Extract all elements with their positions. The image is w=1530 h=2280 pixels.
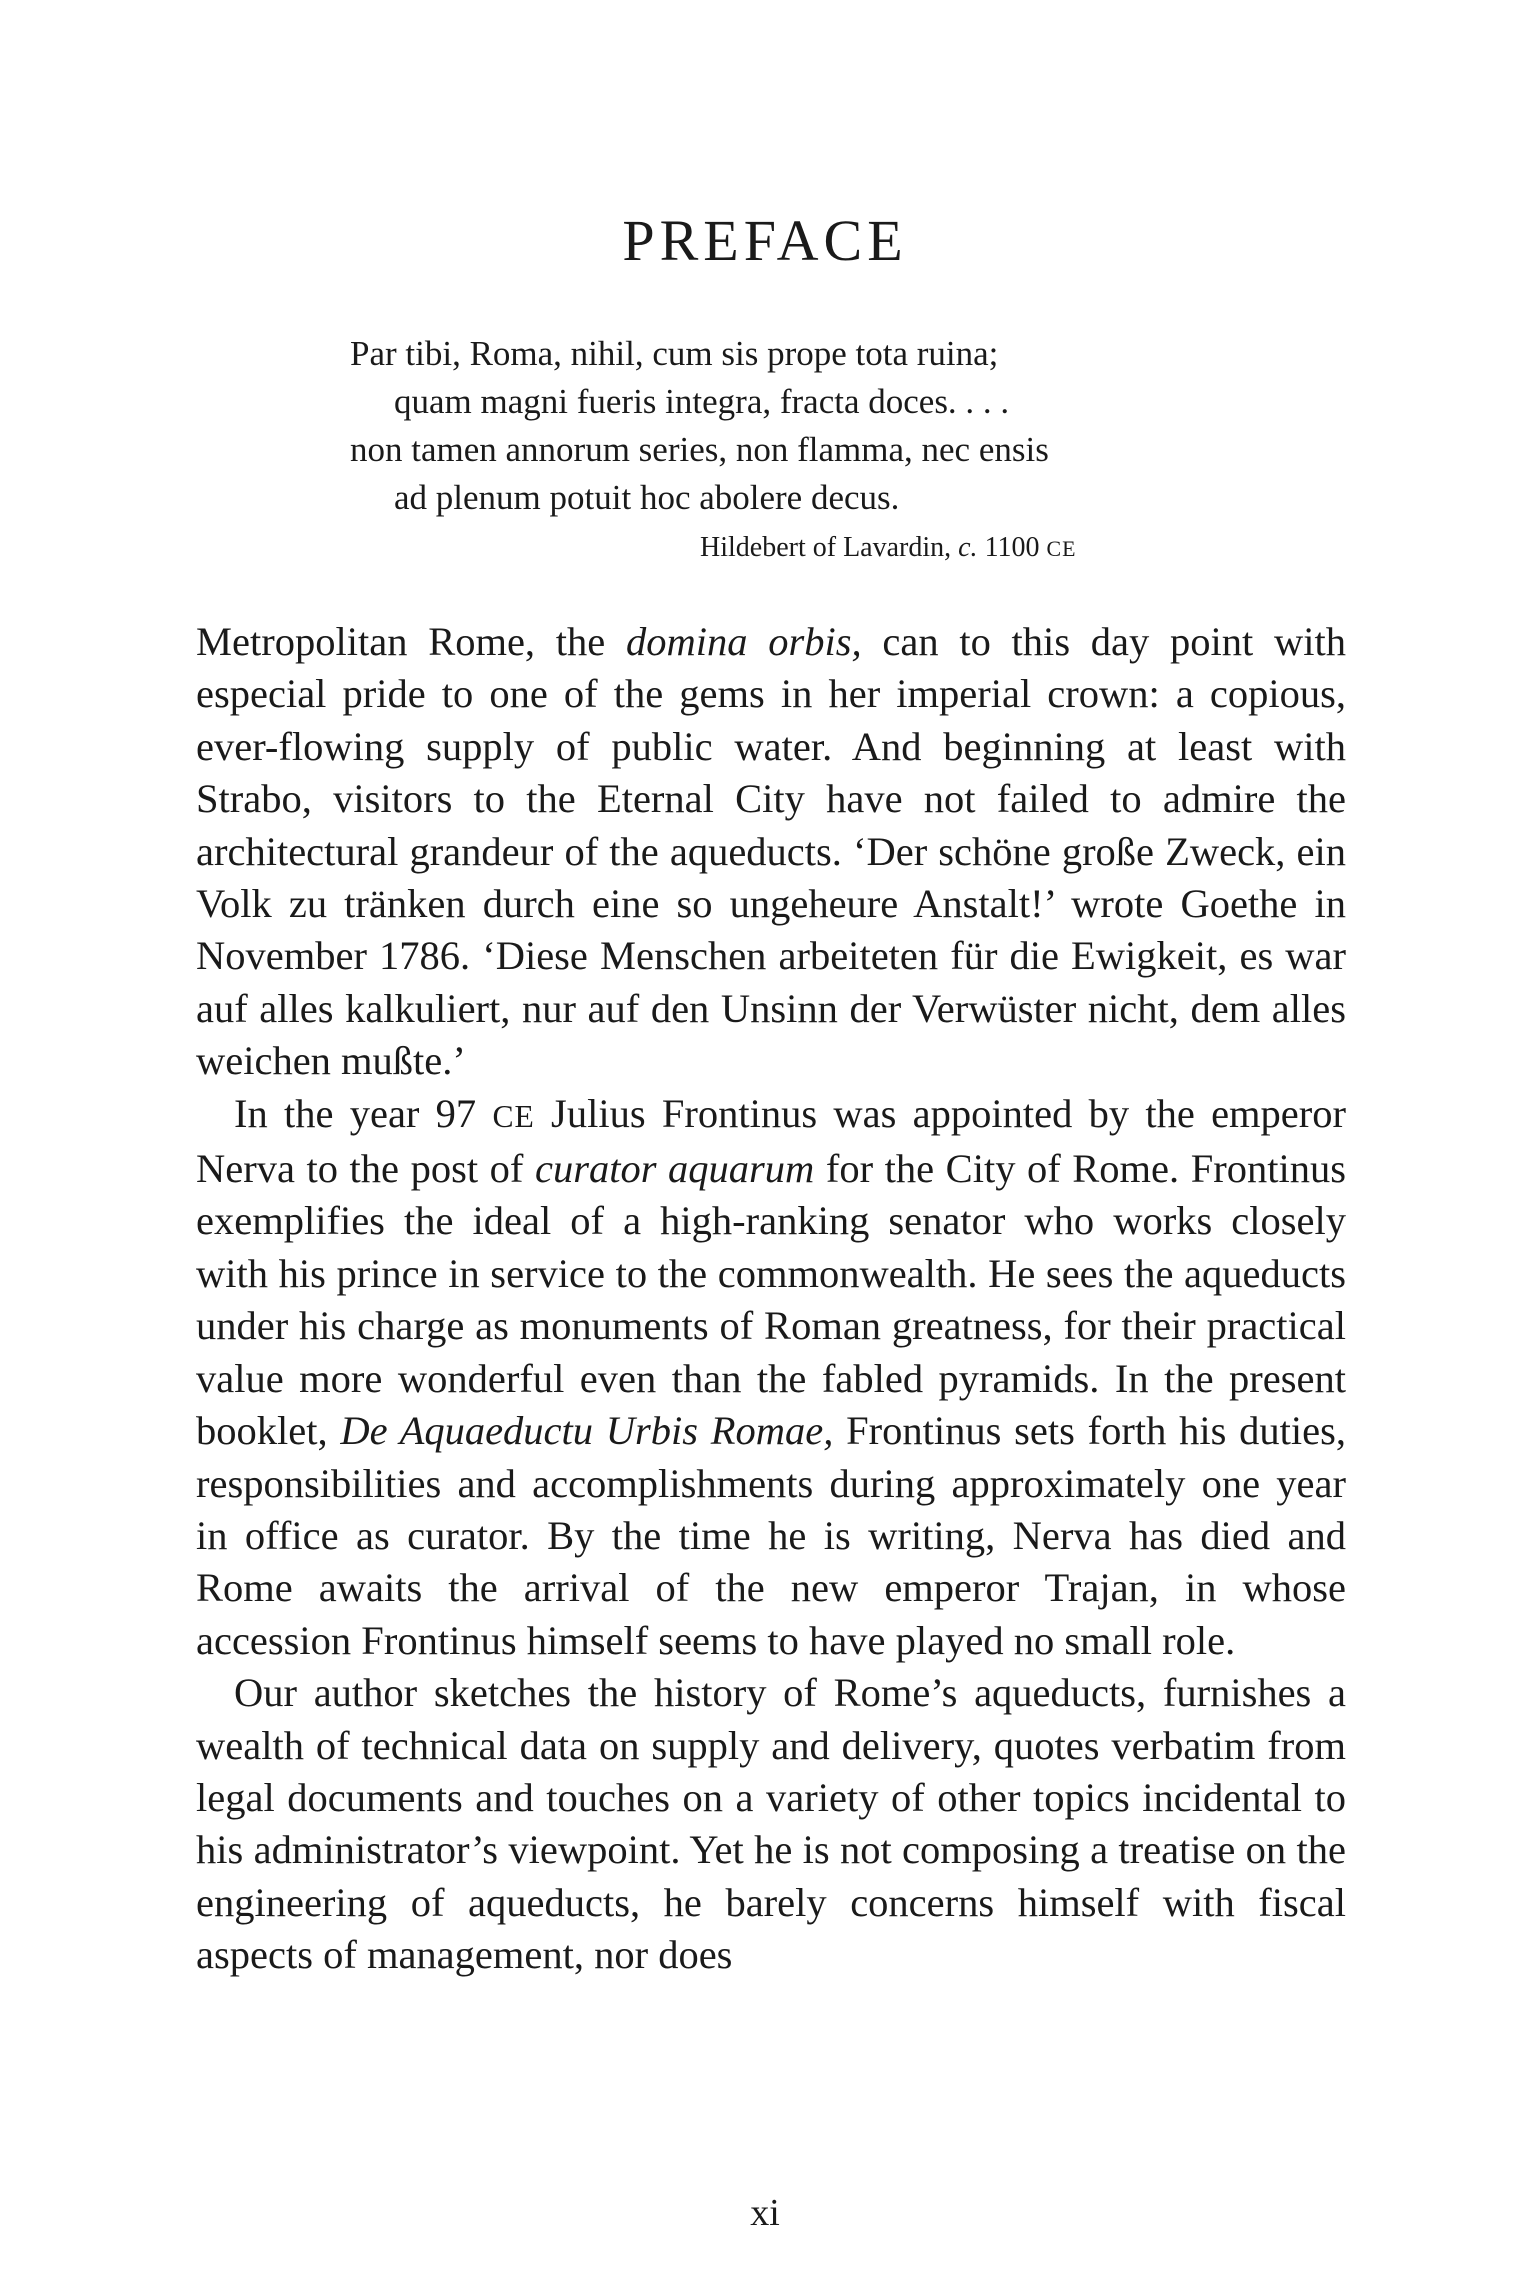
p2-italic-2: De Aquaeductu Urbis Romae, xyxy=(340,1408,834,1454)
p1-text-2: can to this day point with especial pride to one of the gems in her imperial crown: a copious, ever-flowing supply of public water. And beginning at least with Strabo, visitors to the Eternal City have not failed to admire the architectural grandeur of the aqueducts. ‘Der schöne große Zweck, ein Volk zu tränken durch eine so ungeheure Anstalt!’ wrote Goethe in November 1786. ‘Diese Menschen arbeiteten für die Ewigkeit, es war auf alles kalkuliert, nur auf den Unsinn der Verwüster nicht, dem alles weichen mußte.’ xyxy=(196,619,1347,1084)
p2-italic-1: curator aquarum xyxy=(534,1146,815,1192)
attribution-circa: c. xyxy=(958,532,978,563)
epigraph xyxy=(350,330,1200,569)
p2-text-4: Frontinus sets forth his duties, responsibilities and accomplishments during approximately one year in office as curator. By the time he is writing, Nerva has died and Rome awaits the arrival of the new emperor Trajan, in whose accession Frontinus himself seems to have played no small role. xyxy=(196,1408,1346,1663)
epigraph-line-4: ad plenum potuit hoc abolere decus. xyxy=(394,478,900,517)
paragraph-1 xyxy=(196,616,1346,1088)
p1-italic-1: domina orbis, xyxy=(626,619,862,664)
epigraph-line-1: Par tibi, Roma, nihil, cum sis prope tota ruina; xyxy=(350,334,999,373)
epigraph-line-3: non tamen annorum series, non flamma, nec ensis xyxy=(350,430,1049,469)
attribution-author: Hildebert of Lavardin, xyxy=(700,532,959,563)
body-text xyxy=(196,616,1346,1982)
epigraph-attribution xyxy=(350,528,1200,569)
page-number: xi xyxy=(750,2192,780,2234)
attribution-date: 1100 xyxy=(977,532,1047,563)
epigraph-line-2: quam magni fueris integra, fracta doces. . . . xyxy=(394,382,1010,421)
page-title: PREFACE xyxy=(622,208,908,273)
p2-text-1: In the year 97 xyxy=(234,1090,493,1136)
p2-smallcaps-1: CE xyxy=(492,1098,535,1134)
paragraph-3 xyxy=(196,1667,1346,1981)
paragraph-2 xyxy=(196,1088,1346,1667)
p2-text-3: for the City of Rome. Frontinus exemplifies the ideal of a high-ranking senator who works closely with his prince in service to the commonwealth. He sees the aqueducts under his charge as monuments of Roman greatness, for their practical value more wonderful even than the fabled pyramids. In the present booklet, xyxy=(196,1146,1346,1454)
p2-text-2: Julius Frontinus was appointed by the emperor Nerva to the post of xyxy=(196,1090,1346,1192)
attribution-era: CE xyxy=(1046,537,1077,561)
p1-text-1: Metropolitan Rome, the xyxy=(196,619,627,664)
p3-text-1: Our author sketches the history of Rome’s aqueducts, furnishes a wealth of technical data on supply and delivery, quotes verbatim from legal documents and touches on a variety of other topics incidental to his administrator’s viewpoint. Yet he is not composing a treatise on the engineering of aqueducts, he barely concerns himself with fiscal aspects of management, nor does xyxy=(196,1670,1346,1978)
